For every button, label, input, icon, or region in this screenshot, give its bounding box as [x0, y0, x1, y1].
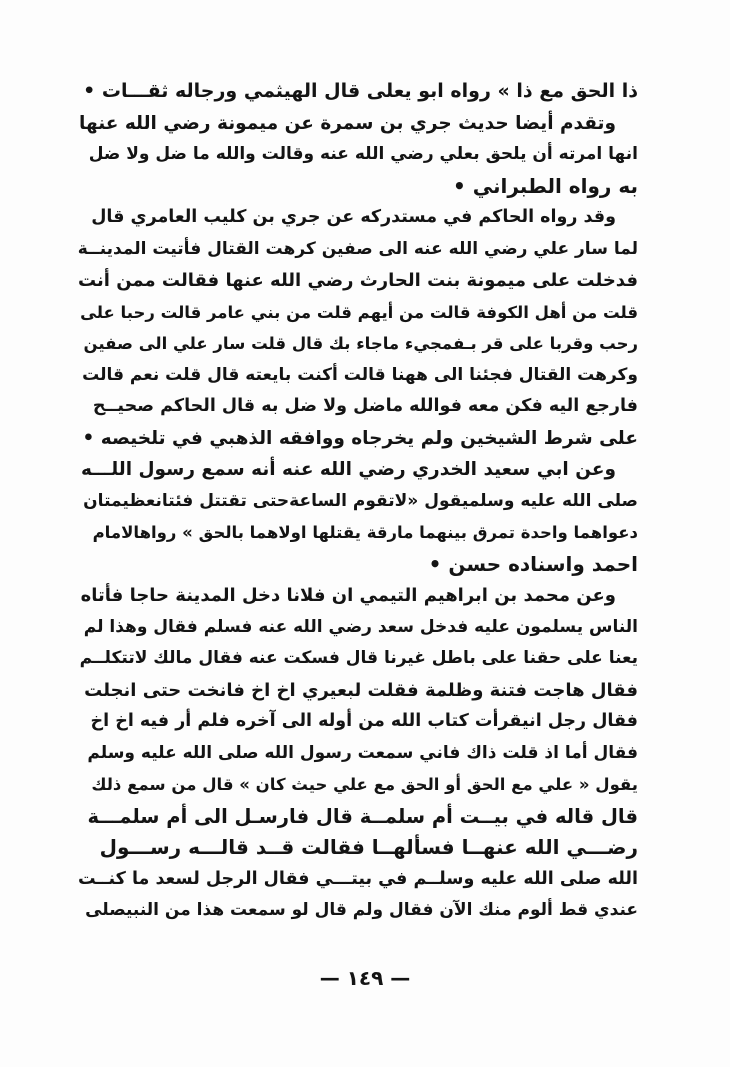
text-line: الله صلى الله عليه وسلــم في بيتـــي فقال الرجل لسعد ما كنــت [78, 868, 638, 889]
text-line: يعنا على حقنا على باطل غيرنا قال فسكت عنه فقال مالك لاتتكلــم [79, 648, 638, 668]
text-line: فقال أما اذ قلت ذاك فاني سمعت رسول الله صلى الله عليه وسلم [87, 742, 638, 763]
text-line: وعن ابي سعيد الخدري رضي الله عنه أنه سمع رسول اللـــه [81, 459, 616, 480]
text-line: رحب وقربا على قر بـفمجيء ماجاء بك قال قلت سار علي الى صفين [83, 334, 638, 353]
text-line: به رواه الطبراني • [453, 173, 638, 198]
text-line: وتقدم أيضا حديث جري بن سمرة عن ميمونة رضي الله عنها [79, 112, 616, 134]
text-line: فدخلت على ميمونة بنت الحارث رضي الله عنها فقالت ممن أنت [78, 270, 638, 291]
text-line: دعواهما واحدة تمرق بينهما مارقة يقتلها اولاهما بالحق » رواهالامام [92, 523, 638, 542]
text-line: فقال رجل انيقرأت كتاب الله من أوله الى آخره فلم أر فيه اخ اخ [90, 711, 638, 731]
text-line: الناس يسلمون عليه فدخل سعد رضي الله عنه فسلم فقال وهذا لم [83, 616, 638, 637]
text-line: على شرط الشيخين ولم يخرجاه ووافقه الذهبي في تلخيصه • [82, 427, 638, 449]
text-line: فقال هاجت فتنة وظلمة فقلت لبعيري اخ اخ فانخت حتى انجلت [84, 679, 638, 701]
text-line: انها امرته أن يلحق بعلي رضي الله عنه وقالت والله ما ضل ولا ضل [88, 144, 638, 164]
text-line: فارجع اليه فكن معه فوالله ماضل ولا ضل به قال الحاكم صحيــح [92, 396, 638, 416]
text-line: يقول « علي مع الحق أو الحق مع علي حيث كان » قال من سمع ذلك [91, 775, 638, 794]
text-line: وعن محمد بن ابراهيم التيمي ان فلانا دخل المدينة حاجا فأتاه [80, 585, 616, 606]
page-text-block [78, 76, 638, 927]
text-line: صلى الله عليه وسلميقول «لاتقوم الساعةحتى تقتتل فئتانعظيمتان [83, 490, 638, 511]
text-line: قال قاله في بيــت أم سلمــة قال فارسـل الى أم سلمـــة [87, 804, 638, 828]
text-line: ذا الحق مع ذا » رواه ابو يعلى قال الهيثمي ورجاله ثقـــات • [83, 80, 638, 102]
text-line: لما سار علي رضي الله عنه الى صفين كرهت القتال فأتيت المدينــة [78, 238, 638, 259]
text-line: وكرهت القتال فجئنا الى ههنا قالت أكنت بايعته قال قلت نعم قالت [82, 364, 638, 385]
page-number: — ١٤٩ — [319, 966, 411, 990]
text-line: احمد واسناده حسن • [428, 551, 638, 576]
text-line: قلت من أهل الكوفة قالت من أيهم قلت من بني عامر قالت رحبا على [80, 302, 638, 322]
text-line: رضـــي الله عنهــا فسألهــا فقالت قــد قالـــه رســـول [99, 835, 638, 859]
text-line: وقد رواه الحاكم في مستدركه عن جري بن كليب العامري قال [91, 207, 616, 227]
text-line: عندي قط ألوم منك الآن فقال ولم قال لو سمعت هذا من النبيصلى [85, 900, 638, 920]
